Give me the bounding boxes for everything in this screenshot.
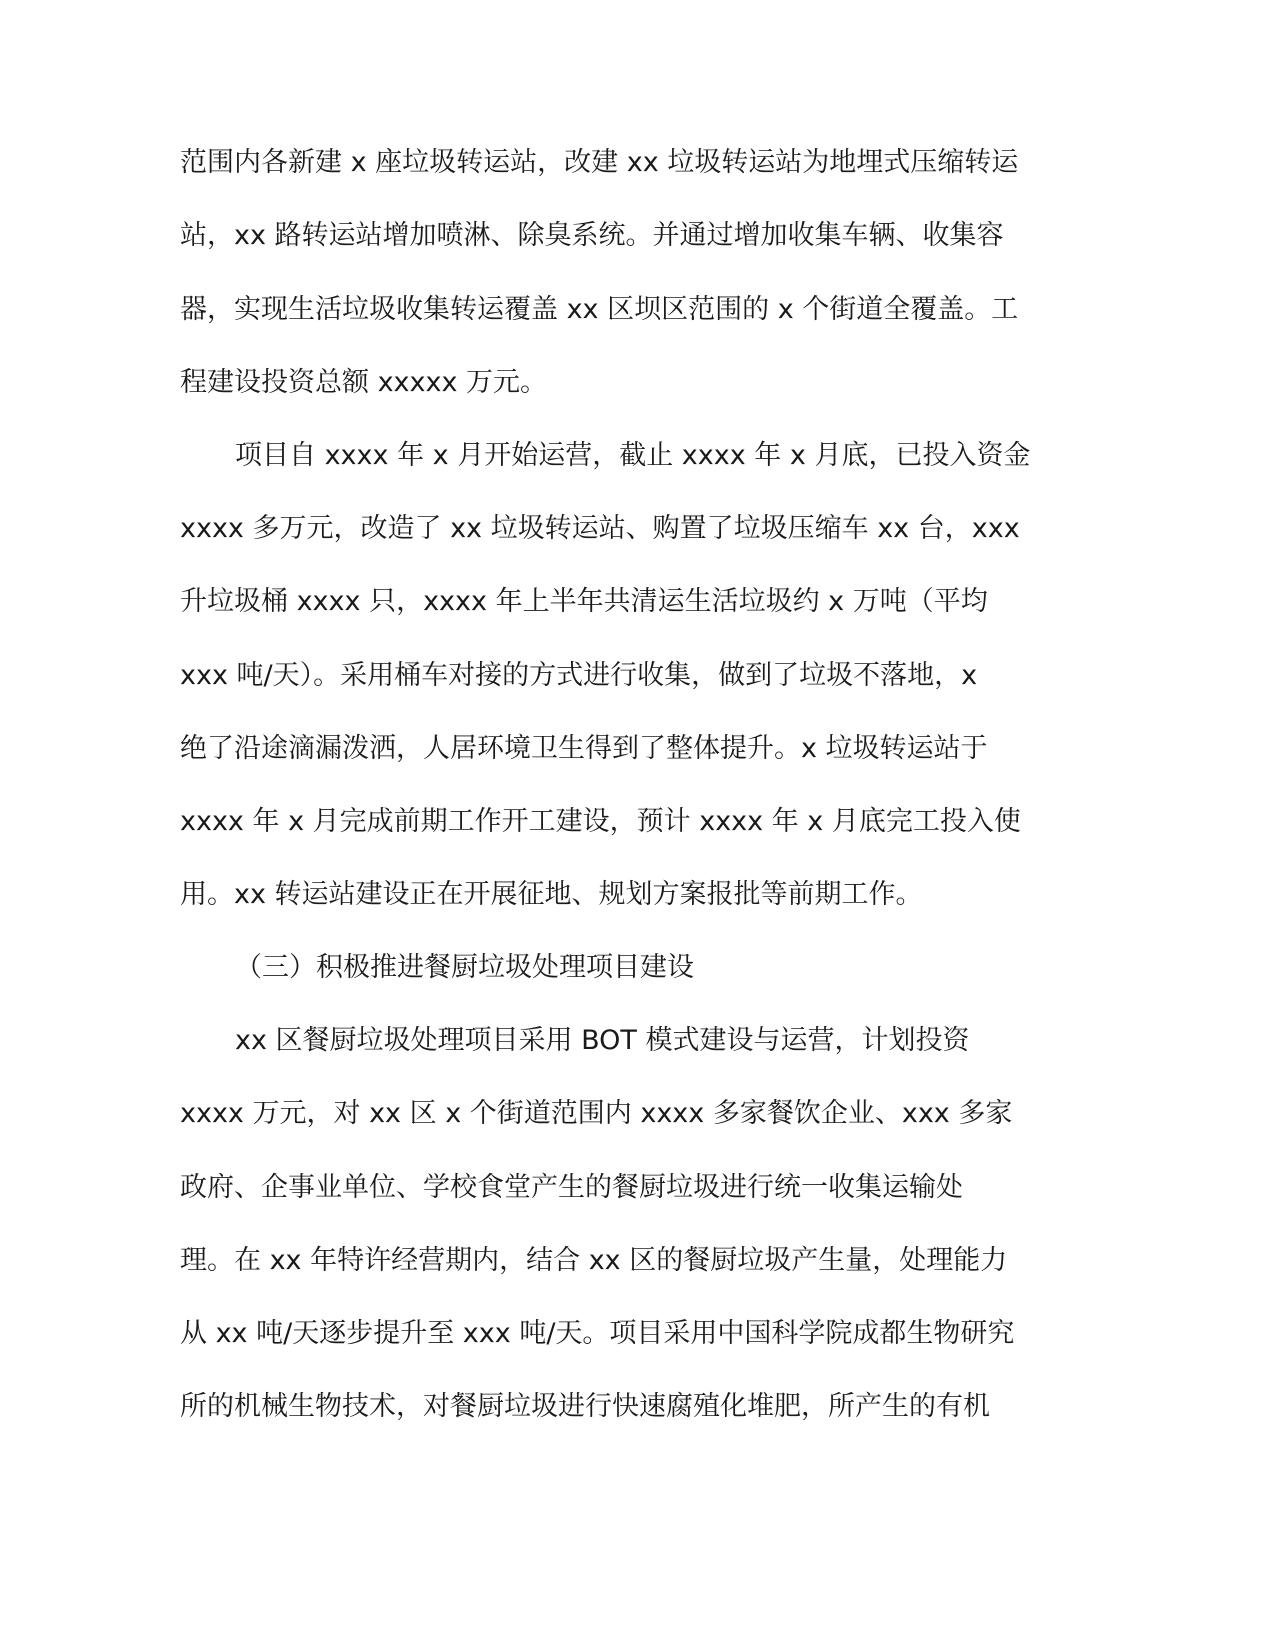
text-line: 绝了沿途滴漏泼洒，人居环境卫生得到了整体提升。x 垃圾转运站于: [180, 733, 988, 764]
text-line: 所的机械生物技术，对餐厨垃圾进行快速腐殖化堆肥，所产生的有机: [180, 1391, 990, 1422]
text-line: 器，实现生活垃圾收集转运覆盖 xx 区坝区范围的 x 个街道全覆盖。工: [180, 294, 1019, 325]
text-line: xxxx 万元，对 xx 区 x 个街道范围内 xxxx 多家餐饮企业、xxx 多家: [180, 1098, 1013, 1129]
text-line: xxxx 年 x 月完成前期工作开工建设，预计 xxxx 年 x 月底完工投入使: [180, 806, 1021, 837]
text-line: 站，xx 路转运站增加喷淋、除臭系统。并通过增加收集车辆、收集容: [180, 220, 1004, 251]
paragraph-start-line: 项目自 xxxx 年 x 月开始运营，截止 xxxx 年 x 月底，已投入资金: [235, 440, 1031, 471]
text-line: 政府、企事业单位、学校食堂产生的餐厨垃圾进行统一收集运输处: [180, 1172, 963, 1203]
text-line: 用。xx 转运站建设正在开展征地、规划方案报批等前期工作。: [180, 879, 923, 910]
paragraph-start-line: xx 区餐厨垃圾处理项目采用 BOT 模式建设与运营，计划投资: [235, 1025, 970, 1056]
text-line: xxx 吨/天）。采用桶车对接的方式进行收集，做到了垃圾不落地，x: [180, 660, 978, 691]
text-line: 升垃圾桶 xxxx 只，xxxx 年上半年共清运生活垃圾约 x 万吨（平均: [180, 586, 988, 617]
text-line: 从 xx 吨/天逐步提升至 xxx 吨/天。项目采用中国科学院成都生物研究: [180, 1318, 1015, 1349]
text-line: 范围内各新建 x 座垃圾转运站，改建 xx 垃圾转运站为地埋式压缩转运: [180, 147, 1019, 178]
text-line: 程建设投资总额 xxxxx 万元。: [180, 367, 548, 398]
text-line: 理。在 xx 年特许经营期内，结合 xx 区的餐厨垃圾产生量，处理能力: [180, 1245, 1008, 1276]
text-line: xxxx 多万元，改造了 xx 垃圾转运站、购置了垃圾压缩车 xx 台，xxx: [180, 513, 1020, 544]
section-heading: （三）积极推进餐厨垃圾处理项目建设: [235, 952, 694, 983]
